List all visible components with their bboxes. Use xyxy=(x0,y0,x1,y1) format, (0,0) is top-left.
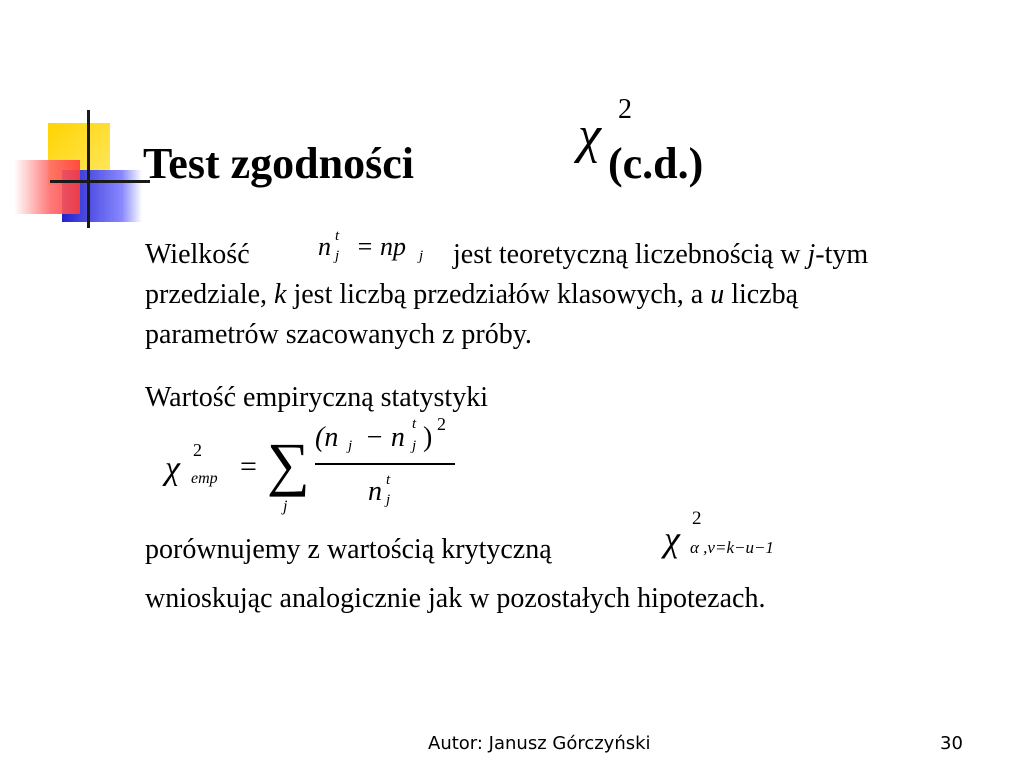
formula-sub-j: j xyxy=(335,248,340,264)
emp-chi: χ xyxy=(165,450,180,487)
text-line-2-u: u xyxy=(710,279,725,310)
formula-critical xyxy=(664,508,824,568)
title-underline xyxy=(120,182,960,185)
emp-sum: ∑ xyxy=(267,431,310,497)
emp-num-minus-n: − n xyxy=(365,422,405,453)
emp-den-sup-t: t xyxy=(386,472,391,488)
crit-sup-2: 2 xyxy=(692,508,702,529)
text-line-1-suffix xyxy=(453,235,868,275)
crit-chi: χ xyxy=(664,519,680,559)
emp-num-sub-j2: j xyxy=(412,438,417,454)
title-chi-symbol: χ xyxy=(578,107,601,164)
page-title: Test zgodności xyxy=(143,139,414,188)
emp-num-open: (n xyxy=(315,422,339,453)
formula-n: n xyxy=(318,232,331,261)
text-line-6: wnioskując analogicznie jak w pozostałych hipotezach. xyxy=(145,583,766,614)
emp-num-sup-2: 2 xyxy=(437,414,446,434)
emp-sub: emp xyxy=(191,470,218,487)
emp-sup-2: 2 xyxy=(193,440,202,460)
formula-eq-np: = np xyxy=(356,232,407,261)
text-line-2 xyxy=(145,275,798,315)
footer-author: Autor: Janusz Górczyński xyxy=(428,733,651,754)
emp-den-n: n xyxy=(368,476,382,507)
emp-sum-sub: j xyxy=(283,498,288,515)
text-line-1-j: j xyxy=(807,239,816,270)
text-line-1-prefix: Wielkość xyxy=(145,239,250,270)
emp-fraction-bar xyxy=(315,463,455,465)
text-line-2-a: przedziale, xyxy=(145,279,275,310)
emp-num-close: ) xyxy=(423,422,433,453)
title-suffix: (c.d.) xyxy=(608,139,704,188)
decor-red-square xyxy=(14,160,80,214)
emp-num-sup-t: t xyxy=(412,416,417,432)
text-line-2-c: liczbą xyxy=(724,279,799,310)
text-line-2-k: k xyxy=(274,279,287,310)
title-chi-superscript: 2 xyxy=(618,94,632,125)
emp-den-sub-j: j xyxy=(386,492,391,508)
text-line-2-b: jest liczbą przedziałów klasowych, a xyxy=(286,279,711,310)
formula-empirical xyxy=(165,414,485,530)
emp-num-sub-j: j xyxy=(348,438,353,454)
text-line-1-b: -tym xyxy=(815,239,869,270)
emp-eq: = xyxy=(240,450,257,483)
text-line-1-a: jest teoretyczną liczebnością w xyxy=(453,239,808,270)
text-line-5: porównujemy z wartością krytyczną xyxy=(145,534,552,565)
formula-sub-j2: j xyxy=(419,248,424,264)
crit-sub: α ,v=k−u−1 xyxy=(690,538,774,557)
text-line-4: Wartość empiryczną statystyki xyxy=(145,382,488,413)
footer-page-number: 30 xyxy=(940,733,963,754)
formula-sup-t: t xyxy=(335,228,340,244)
decor-vertical-line xyxy=(87,110,90,228)
text-line-3: parametrów szacowanych z próby. xyxy=(145,319,532,350)
